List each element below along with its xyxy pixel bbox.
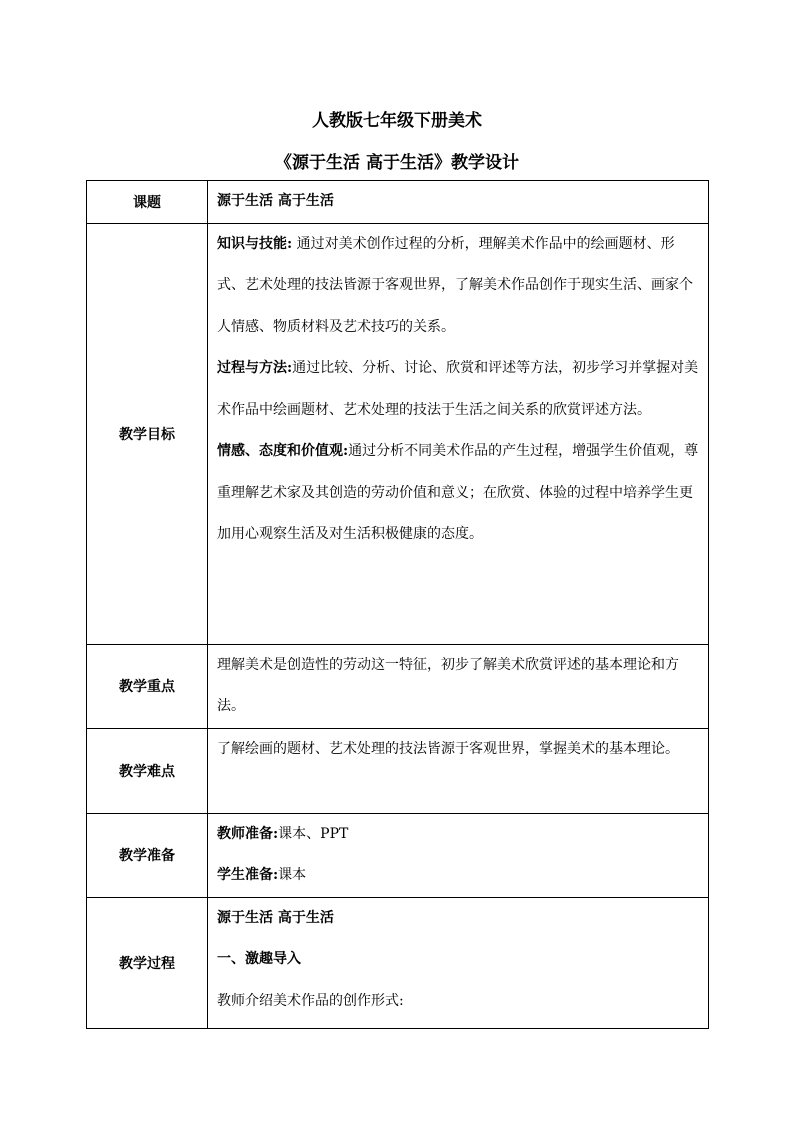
emotion-text: 通过分析不同美术作品的产生过程，增强学生价值观，尊重理解艺术家及其创造的劳动价值和意义；在欣赏、体验的过程中培养学生更加用心观察生活及对生活积极健康的态度。	[217, 443, 699, 542]
row-label-difficulties: 教学难点	[87, 728, 208, 813]
student-prep-label: 学生准备:	[217, 867, 279, 883]
teacher-prep-label: 教师准备:	[217, 825, 279, 842]
table-row	[87, 644, 709, 728]
table-row	[87, 897, 709, 1028]
student-prep-text: 课本	[278, 867, 307, 883]
process-label: 过程与方法:	[217, 360, 293, 376]
key-points-text: 理解美术是创造性的劳动这一特征，初步了解美术欣赏评述的基本理论和方法。	[217, 656, 679, 714]
topic-text: 源于生活 高于生活	[217, 193, 334, 209]
process-text: 通过比较、分析、讨论、欣赏和评述等方法，初步学习并掌握对美术作品中绘画题材、艺术处理的技法于生活之间关系的欣赏评述方法。	[217, 360, 699, 418]
process-heading: 源于生活 高于生活	[217, 909, 334, 926]
teacher-prep-text: 课本、PPT	[278, 825, 349, 842]
topic-value	[208, 181, 709, 224]
emotion-label: 情感、态度和价值观:	[217, 443, 349, 459]
student-prep	[217, 855, 700, 897]
process-paragraph	[217, 348, 700, 431]
teacher-prep	[217, 814, 700, 856]
preparation-content	[208, 813, 709, 897]
table-row	[87, 728, 709, 813]
process-step-1: 一、激趣导入	[217, 951, 301, 967]
lesson-plan-table	[86, 180, 709, 1029]
knowledge-text: 通过对美术创作过程的分析，理解美术作品中的绘画题材、形式、艺术处理的技法皆源于客观世界，了解美术作品创作于现实生活、画家个人情感、物质材料及艺术技巧的关系。	[217, 235, 693, 335]
table-row	[87, 181, 709, 224]
row-label-topic: 课题	[87, 181, 208, 224]
table-row	[87, 223, 709, 644]
difficulties-text: 了解绘画的题材、艺术处理的技法皆源于客观世界，掌握美术的基本理论。	[217, 740, 679, 757]
knowledge-label: 知识与技能:	[217, 235, 293, 252]
goals-content	[208, 223, 709, 644]
table-row	[87, 813, 709, 897]
process-content	[208, 897, 709, 1028]
knowledge-paragraph	[217, 224, 700, 349]
row-label-key-points: 教学重点	[87, 644, 208, 728]
document-subtitle: 《源于生活 高于生活》教学设计	[275, 153, 519, 173]
document-title: 人教版七年级下册美术	[312, 111, 482, 131]
key-points-content	[208, 644, 709, 728]
row-label-preparation: 教学准备	[87, 813, 208, 897]
difficulties-content	[208, 728, 709, 813]
process-step-1-text: 教师介绍美术作品的创作形式:	[217, 992, 404, 1009]
emotion-paragraph	[217, 431, 700, 556]
row-label-goals: 教学目标	[87, 223, 208, 644]
row-label-process: 教学过程	[87, 897, 208, 1028]
